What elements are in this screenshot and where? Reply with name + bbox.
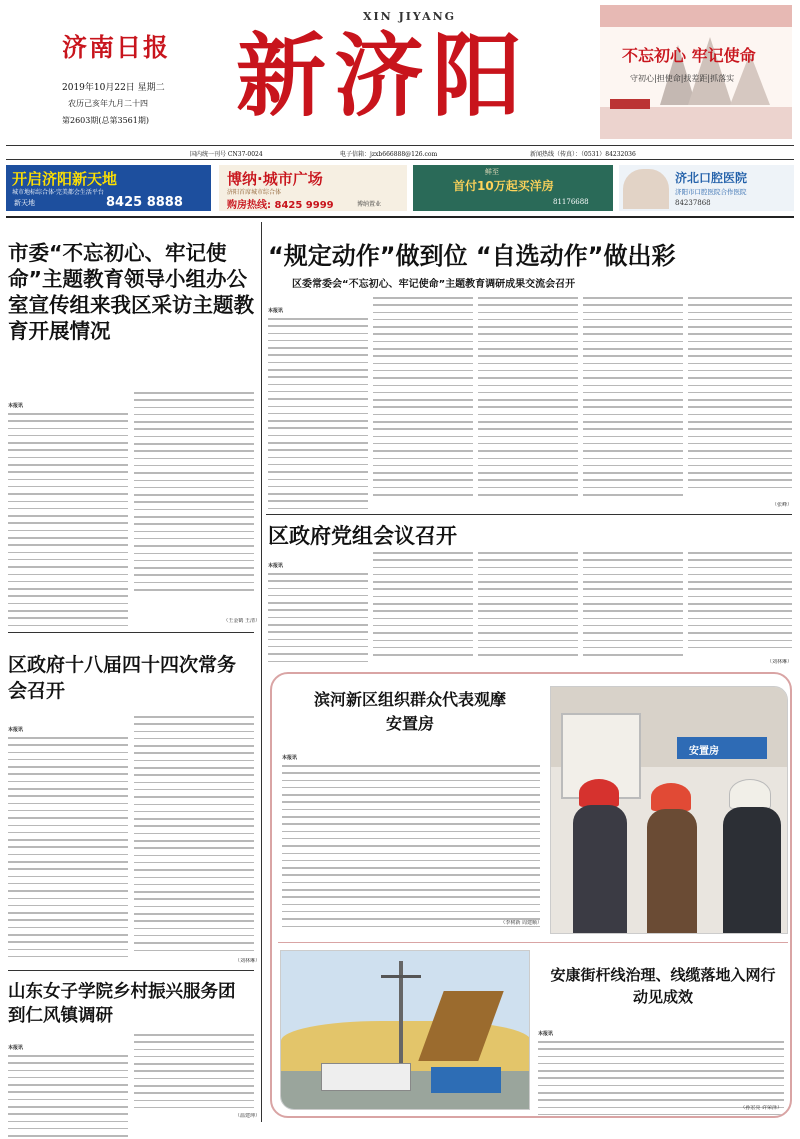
a1-author: （王金鹤 王清） bbox=[223, 618, 260, 624]
a1-title: 市委“不忘初心、牢记使命”主题教育领导小组办公室宣传组来我区采访主题教育开展情况 bbox=[8, 241, 254, 343]
ad3-title: 首付10万起买洋房 bbox=[453, 179, 554, 193]
ad-bona[interactable] bbox=[219, 165, 407, 211]
a5-title: 滨河新区组织群众代表观摩安置房 bbox=[313, 690, 506, 733]
a3-body-col3 bbox=[478, 552, 578, 664]
a6-body-col1 bbox=[8, 1055, 128, 1139]
a2-body-col1 bbox=[268, 318, 368, 518]
a5-lead: 本报讯 bbox=[282, 755, 298, 761]
a2-subtitle: 区委常委会“不忘初心、牢记使命”主题教育调研成果交流会召开 bbox=[292, 279, 576, 290]
a6-lead: 本报讯 bbox=[8, 1045, 24, 1051]
ad3-brand: 鲜至 bbox=[485, 168, 499, 176]
masthead-pinyin: XIN JIYANG bbox=[363, 10, 457, 23]
ad2-title: 博纳·城市广场 bbox=[227, 170, 323, 188]
paper-name: 济南日报 bbox=[62, 33, 171, 62]
a2-body-col3 bbox=[478, 297, 578, 507]
a2-author: （张峰） bbox=[771, 502, 792, 508]
photo-sign-text: 安置房 bbox=[689, 746, 719, 757]
a4-body-col1 bbox=[8, 737, 128, 962]
promo-title: 不忘初心 牢记使命 bbox=[622, 46, 756, 65]
ad-xianzhi[interactable] bbox=[413, 165, 613, 211]
email: 电子信箱：jzxb666888@126.com bbox=[340, 151, 438, 158]
a6-body-col2 bbox=[134, 1034, 254, 1114]
a1-lead: 本报讯 bbox=[8, 403, 24, 409]
ad3-phone: 81176688 bbox=[553, 198, 589, 206]
ad-xintiandi[interactable] bbox=[6, 165, 211, 211]
a4-body-col2 bbox=[134, 716, 254, 956]
ad1-subtitle: 城市地标综合体·完美都会生活平台 bbox=[12, 189, 104, 196]
a5-body bbox=[282, 765, 540, 937]
news-hotline: 新闻热线（传真）：（0531）84232036 bbox=[530, 151, 636, 158]
a7-title: 安康街杆线治理、线缆落地入网行动见成效 bbox=[550, 966, 776, 1006]
ad1-title: 开启济阳新天地 bbox=[12, 170, 118, 188]
ad2-phone: 购房热线: 8425 9999 bbox=[227, 200, 334, 211]
a1-body-col1 bbox=[8, 413, 128, 635]
a6-author: （温建坤） bbox=[234, 1113, 260, 1119]
photo-utility-work bbox=[280, 950, 530, 1110]
ad2-subtitle: 济阳首席城市综合体 bbox=[227, 189, 282, 196]
issue-date: 2019年10月22日 星期二 bbox=[62, 83, 165, 93]
masthead-title: 新济阳 bbox=[236, 23, 530, 129]
cn-number: 国内统一刊号 CN37-0024 bbox=[190, 151, 263, 158]
a3-body-col2 bbox=[373, 552, 473, 664]
photo-housing-visit bbox=[550, 686, 788, 934]
a5-author: （李树新 周建顺） bbox=[500, 920, 542, 926]
a2-body-col5 bbox=[688, 297, 792, 497]
a7-author: （孙宏亮 许荣泽） bbox=[740, 1105, 782, 1111]
promo-subtitle: 守初心|担使命|找差距|抓落实 bbox=[630, 74, 735, 83]
a3-title: 区政府党组会议召开 bbox=[268, 524, 457, 548]
a3-body-col1 bbox=[268, 573, 368, 673]
ad-dental[interactable] bbox=[619, 165, 794, 211]
a2-lead: 本报讯 bbox=[268, 308, 284, 314]
lunar-date: 农历己亥年九月二十四 bbox=[68, 99, 148, 108]
ad4-title: 济北口腔医院 bbox=[675, 171, 748, 185]
issue-number: 第2603期(总第3561期) bbox=[62, 116, 149, 125]
a4-lead: 本报讯 bbox=[8, 727, 24, 733]
a3-body-col4 bbox=[583, 552, 683, 664]
a3-author: （刘林琳） bbox=[766, 659, 792, 665]
a6-title: 山东女子学院乡村振兴服务团到仁风镇调研 bbox=[8, 982, 236, 1026]
ad4-subtitle: 济阳市口腔医院合作医院 bbox=[675, 188, 747, 196]
a2-body-col2 bbox=[373, 297, 473, 507]
a2-title: “规定动作”做到位 “自选动作”做出彩 bbox=[268, 242, 676, 270]
promo-art bbox=[600, 5, 792, 139]
ad1-phone: 8425 8888 bbox=[106, 195, 183, 210]
ad2-brand: 博纳置业 bbox=[357, 201, 382, 208]
ad4-portrait bbox=[623, 169, 669, 209]
ad1-brand: 新天地 bbox=[14, 199, 35, 207]
a3-body-col5 bbox=[688, 552, 792, 657]
a4-title: 区政府十八届四十四次常务会召开 bbox=[8, 654, 237, 702]
a4-author: （刘林琳） bbox=[234, 958, 260, 964]
feature-box bbox=[270, 672, 792, 1118]
a2-body-col4 bbox=[583, 297, 683, 507]
a3-lead: 本报讯 bbox=[268, 563, 284, 569]
a1-body-col2 bbox=[134, 392, 254, 602]
ad4-phone: 84237868 bbox=[675, 199, 711, 207]
a7-lead: 本报讯 bbox=[538, 1031, 554, 1037]
promo-banner bbox=[600, 5, 792, 139]
